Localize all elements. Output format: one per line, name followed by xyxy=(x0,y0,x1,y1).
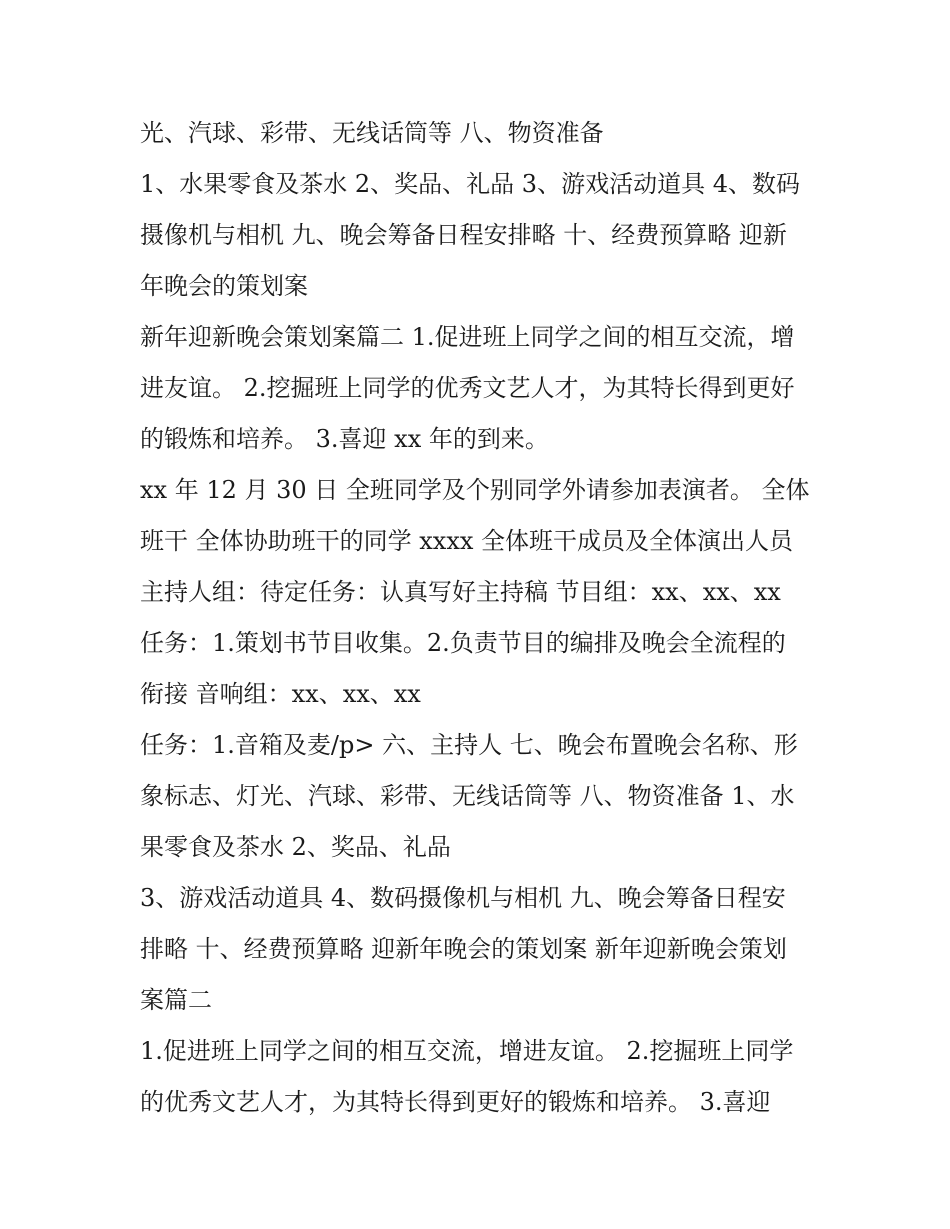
document-body xyxy=(140,108,820,1128)
text-line-7: 的锻炼和培养。 3.喜迎 xx 年的到来。 xyxy=(140,425,549,453)
text-line-16: 3、游戏活动道具 4、数码摄像机与相机 九、晚会筹备日程安 xyxy=(140,884,786,912)
text-line-8: xx 年 12 月 30 日 全班同学及个别同学外请参加表演者。 全体 xyxy=(140,476,810,504)
text-line-11: 任务：1.策划书节目收集。2.负责节目的编排及晚会全流程的 xyxy=(140,629,786,657)
text-line-18: 案篇二 xyxy=(140,986,212,1014)
text-line-4: 年晚会的策划案 xyxy=(140,272,308,300)
text-line-1: 光、汽球、彩带、无线话筒等 八、物资准备 xyxy=(140,119,604,147)
text-line-17: 排略 十、经费预算略 迎新年晚会的策划案 新年迎新晚会策划 xyxy=(140,935,787,963)
text-line-10: 主持人组：待定任务：认真写好主持稿 节目组：xx、xx、xx xyxy=(140,578,781,606)
text-line-3: 摄像机与相机 九、晚会筹备日程安排略 十、经费预算略 迎新 xyxy=(140,221,787,249)
text-line-5: 新年迎新晚会策划案篇二 1.促进班上同学之间的相互交流，增 xyxy=(140,323,795,351)
text-line-14: 象标志、灯光、汽球、彩带、无线话筒等 八、物资准备 1、水 xyxy=(140,782,795,810)
text-line-6: 进友谊。 2.挖掘班上同学的优秀文艺人才，为其特长得到更好 xyxy=(140,374,795,402)
text-line-9: 班干 全体协助班干的同学 xxxx 全体班干成员及全体演出人员 xyxy=(140,527,794,555)
text-line-12: 衔接 音响组：xx、xx、xx xyxy=(140,680,421,708)
text-line-13: 任务：1.音箱及麦/p> 六、主持人 七、晚会布置晚会名称、形 xyxy=(140,731,798,759)
text-line-19: 1.促进班上同学之间的相互交流，增进友谊。 2.挖掘班上同学 xyxy=(140,1037,794,1065)
text-line-2: 1、水果零食及茶水 2、奖品、礼品 3、游戏活动道具 4、数码 xyxy=(140,170,800,198)
text-line-15: 果零食及茶水 2、奖品、礼品 xyxy=(140,833,451,861)
text-line-20: 的优秀文艺人才，为其特长得到更好的锻炼和培养。 3.喜迎 xyxy=(140,1088,771,1116)
